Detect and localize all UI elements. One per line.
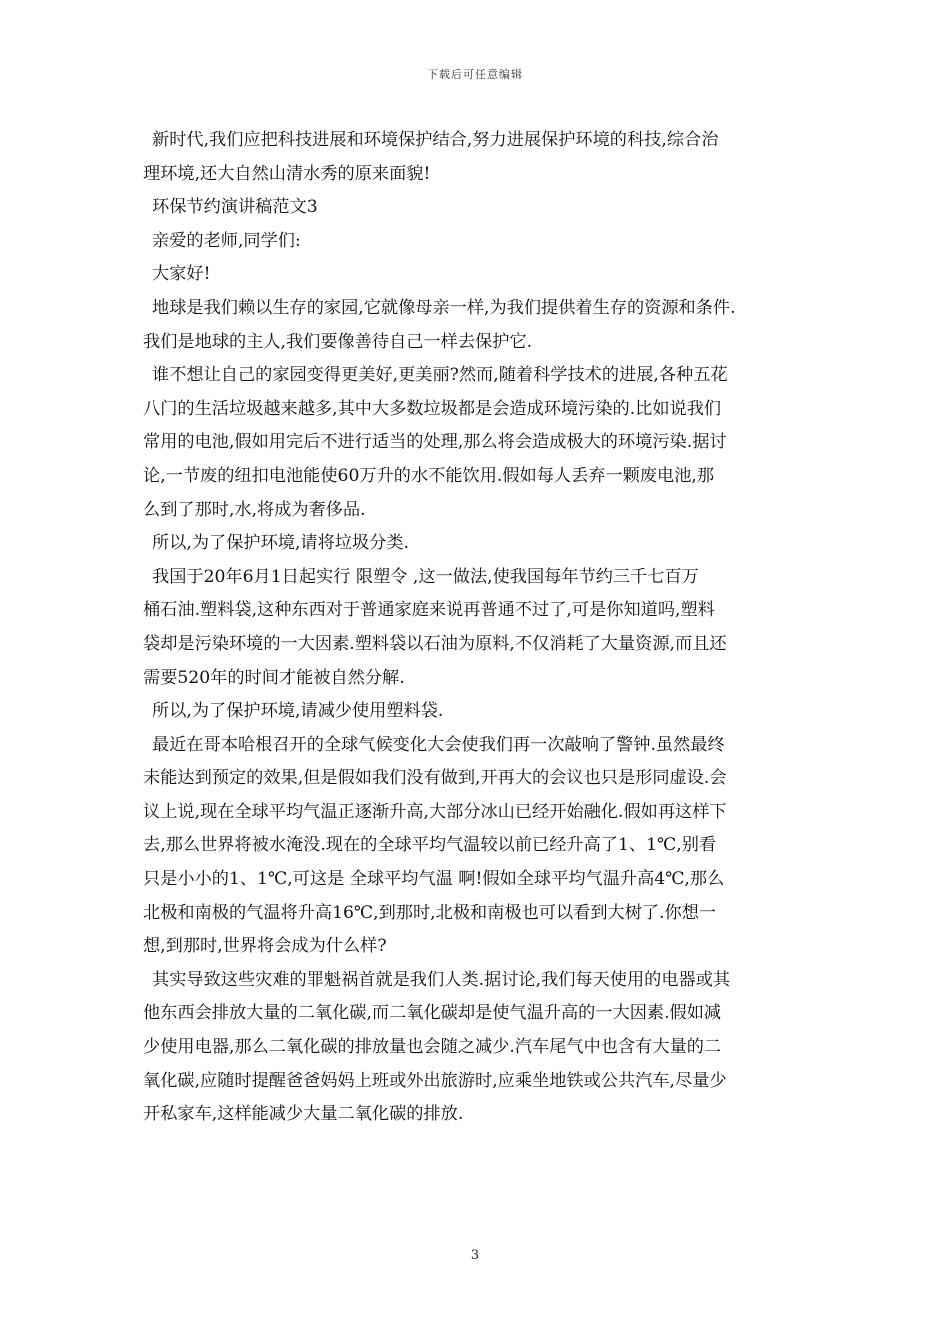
- page-number: 3: [470, 1248, 480, 1263]
- text-line: 他东西会排放大量的二氧化碳,而二氧化碳却是使气温升高的一大因素.假如减: [143, 1003, 722, 1024]
- text-line: 只是小小的1、1℃,可这是 全球平均气温 啊!假如全球平均气温升高4℃,那么: [143, 869, 725, 890]
- text-line: 想,到那时,世界将会成为什么样?: [143, 936, 387, 957]
- text-line: 袋却是污染环境的一大因素.塑料袋以石油为原料,不仅消耗了大量资源,而且还: [143, 633, 727, 654]
- text-line: 所以,为了保护环境,请将垃圾分类.: [152, 533, 410, 554]
- section-title: 环保节约演讲稿范文3: [152, 197, 318, 218]
- text-line: 我们是地球的主人,我们要像善待自己一样去保护它.: [143, 331, 533, 352]
- text-line: 论,一节废的纽扣电池能使60万升的水不能饮用.假如每人丢弃一颗废电池,那: [143, 465, 715, 486]
- text-line: 谁不想让自己的家园变得更美好,更美丽?然而,随着科学技术的进展,各种五花: [152, 365, 728, 386]
- text-line: 需要520年的时间才能被自然分解.: [143, 667, 405, 688]
- text-line: 开私家车,这样能减少大量二氧化碳的排放.: [143, 1104, 464, 1125]
- text-line: 议上说,现在全球平均气温正逐渐升高,大部分冰山已经开始融化.假如再这样下: [143, 801, 727, 822]
- text-line: 少使用电器,那么二氧化碳的排放量也会随之减少.汽车尾气中也含有大量的二: [143, 1037, 722, 1058]
- text-line: 桶石油.塑料袋,这种东西对于普通家庭来说再普通不过了,可是你知道吗,塑料: [143, 600, 715, 621]
- text-line: 所以,为了保护环境,请减少使用塑料袋.: [152, 701, 444, 722]
- text-line: 氧化碳,应随时提醒爸爸妈妈上班或外出旅游时,应乘坐地铁或公共汽车,尽量少: [143, 1070, 727, 1091]
- document-body: [143, 124, 815, 1132]
- greeting: 大家好!: [152, 264, 211, 285]
- text-line: 其实导致这些灾难的罪魁祸首就是我们人类.据讨论,我们每天使用的电器或其: [152, 969, 731, 990]
- text-line: 北极和南极的气温将升高16℃,到那时,北极和南极也可以看到大树了.你想一: [143, 902, 717, 923]
- text-line: 常用的电池,假如用完后不进行适当的处理,那么将会造成极大的环境污染.据讨: [143, 432, 727, 453]
- text-line: 未能达到预定的效果,但是假如我们没有做到,开再大的会议也只是形同虚设.会: [143, 768, 727, 789]
- text-line: 去,那么世界将被水淹没.现在的全球平均气温较以前已经升高了1、1℃,别看: [143, 835, 717, 856]
- text-line: 么到了那时,水,将成为奢侈品.: [143, 499, 366, 520]
- text-line: 八门的生活垃圾越来越多,其中大多数垃圾都是会造成环境污染的.比如说我们: [143, 398, 722, 419]
- text-line: 最近在哥本哈根召开的全球气候变化大会使我们再一次敲响了警钟.虽然最终: [152, 734, 725, 755]
- text-line: 理环境,还大自然山清水秀的原来面貌!: [143, 163, 431, 184]
- salutation: 亲爱的老师,同学们:: [152, 230, 301, 251]
- text-line: 地球是我们赖以生存的家园,它就像母亲一样,为我们提供着生存的资源和条件.: [152, 297, 736, 318]
- page-header: 下载后可任意编辑: [427, 68, 523, 81]
- text-line: 新时代,我们应把科技进展和环境保护结合,努力进展保护环境的科技,综合治: [152, 130, 719, 150]
- text-line: 我国于20年6月1日起实行 限塑令 ,这一做法,使我国每年节约三千七百万: [152, 566, 699, 587]
